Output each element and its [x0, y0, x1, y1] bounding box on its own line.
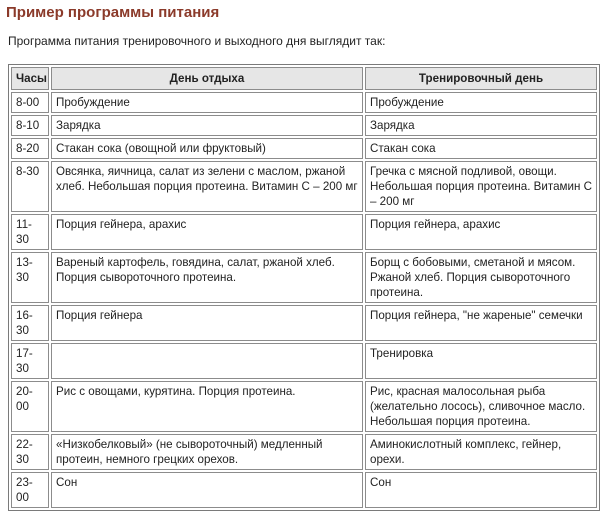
training-day-cell: Зарядка — [365, 115, 597, 136]
rest-day-cell: Зарядка — [51, 115, 363, 136]
rest-day-cell: Порция гейнера, арахис — [51, 214, 363, 250]
table-row — [11, 138, 597, 159]
training-day-cell: Борщ с бобовыми, сметаной и мясом. Ржаной хлеб. Порция сывороточного протеина. — [365, 252, 597, 303]
table-row — [11, 161, 597, 212]
header-hours: Часы — [11, 67, 49, 90]
training-day-cell: Аминокислотный комплекс, гейнер, орехи. — [365, 434, 597, 470]
time-cell: 22-30 — [11, 434, 49, 470]
time-cell: 8-20 — [11, 138, 49, 159]
header-training-day: Тренировочный день — [365, 67, 597, 90]
rest-day-cell: Порция гейнера — [51, 305, 363, 341]
training-day-cell: Пробуждение — [365, 92, 597, 113]
rest-day-cell: «Низкобелковый» (не сывороточный) медленный протеин, немного грецких орехов. — [51, 434, 363, 470]
rest-day-cell: Сон — [51, 472, 363, 508]
table-row — [11, 343, 597, 379]
header-rest-day: День отдыха — [51, 67, 363, 90]
time-cell: 8-00 — [11, 92, 49, 113]
time-cell: 11-30 — [11, 214, 49, 250]
time-cell: 23-00 — [11, 472, 49, 508]
training-day-cell: Порция гейнера, "не жареные" семечки — [365, 305, 597, 341]
time-cell: 17-30 — [11, 343, 49, 379]
table-row — [11, 305, 597, 341]
table-row — [11, 92, 597, 113]
nutrition-table — [8, 64, 600, 511]
page-title: Пример программы питания — [6, 4, 220, 21]
training-day-cell: Тренировка — [365, 343, 597, 379]
table-row — [11, 381, 597, 432]
rest-day-cell: Стакан сока (овощной или фруктовый) — [51, 138, 363, 159]
table-row — [11, 252, 597, 303]
table-row — [11, 472, 597, 508]
time-cell: 16-30 — [11, 305, 49, 341]
rest-day-cell: Пробуждение — [51, 92, 363, 113]
intro-text: Программа питания тренировочного и выходного дня выглядит так: — [8, 34, 386, 48]
table-row — [11, 214, 597, 250]
table-header-row — [11, 67, 597, 90]
training-day-cell: Сон — [365, 472, 597, 508]
time-cell: 13-30 — [11, 252, 49, 303]
time-cell: 8-10 — [11, 115, 49, 136]
training-day-cell: Порция гейнера, арахис — [365, 214, 597, 250]
time-cell: 20-00 — [11, 381, 49, 432]
training-day-cell: Рис, красная малосольная рыба (желательно лосось), сливочное масло. Небольшая порция протеина. — [365, 381, 597, 432]
rest-day-cell — [51, 343, 363, 379]
training-day-cell: Гречка с мясной подливой, овощи. Небольшая порция протеина. Витамин С – 200 мг — [365, 161, 597, 212]
table-row — [11, 434, 597, 470]
rest-day-cell: Рис с овощами, курятина. Порция протеина. — [51, 381, 363, 432]
table-row — [11, 115, 597, 136]
rest-day-cell: Вареный картофель, говядина, салат, ржаной хлеб. Порция сывороточного протеина. — [51, 252, 363, 303]
rest-day-cell: Овсянка, яичница, салат из зелени с маслом, ржаной хлеб. Небольшая порция протеина. Витамин С – 200 мг — [51, 161, 363, 212]
time-cell: 8-30 — [11, 161, 49, 212]
training-day-cell: Стакан сока — [365, 138, 597, 159]
